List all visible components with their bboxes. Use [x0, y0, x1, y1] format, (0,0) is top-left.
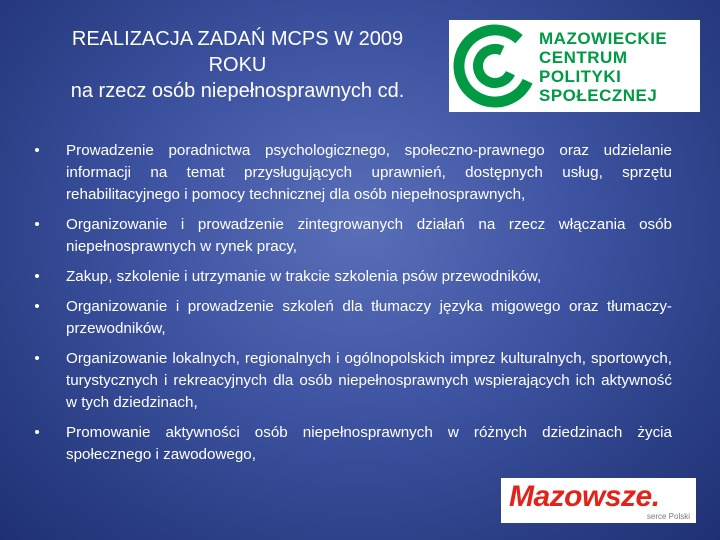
list-item-text: Prowadzenie poradnictwa psychologicznego, społeczno-prawnego oraz udzielanie informacji na temat przysługujących uprawnień, dostępnych usług, sprzętu rehabilitacyjnego i pomocy technicznej dla osób niepełnosprawnych, [66, 142, 672, 203]
list-item [30, 214, 672, 258]
mcps-logo-line-3: POLITYKI [539, 67, 622, 86]
list-item [30, 266, 672, 288]
list-item [30, 348, 672, 414]
mcps-logo-line-2: CENTRUM [539, 48, 628, 67]
bullet-icon: • [34, 216, 40, 233]
mcps-logo-icon [453, 24, 535, 108]
slide-title [40, 26, 435, 104]
list-item [30, 422, 672, 466]
bullet-icon: • [34, 298, 40, 315]
list-item [30, 140, 672, 206]
list-item [30, 296, 672, 340]
mazowsze-logo-text: Mazowsze. [509, 480, 660, 513]
mazowsze-logo-tagline: serce Polski [646, 512, 690, 521]
list-item-text: Zakup, szkolenie i utrzymanie w trakcie szkolenia psów przewodników, [66, 268, 542, 285]
list-item-text: Organizowanie i prowadzenie zintegrowanych działań na rzecz włączania osób niepełnosprawnych w rynek pracy, [66, 216, 672, 255]
bullet-icon: • [34, 142, 40, 159]
bullet-icon: • [34, 268, 40, 285]
mcps-logo [449, 20, 700, 112]
title-line-3: na rzecz osób niepełnosprawnych cd. [70, 80, 405, 102]
mcps-logo-line-4: SPOŁECZNEJ [539, 86, 658, 105]
list-item-text: Promowanie aktywności osób niepełnosprawnych w różnych dziedzinach życia społecznego i zawodowego, [66, 424, 672, 463]
task-list [30, 140, 672, 474]
title-line-1: REALIZACJA ZADAŃ MCPS W 2009 [71, 28, 404, 50]
list-item-text: Organizowanie i prowadzenie szkoleń dla tłumaczy języka migowego oraz tłumaczy-przewodników, [66, 298, 672, 337]
mcps-logo-line-1: MAZOWIECKIE [539, 29, 668, 48]
bullet-icon: • [34, 424, 40, 441]
mazowsze-logo [501, 478, 696, 523]
mcps-logo-text [539, 29, 667, 105]
title-line-2: ROKU [208, 54, 267, 76]
list-item-text: Organizowanie lokalnych, regionalnych i ogólnopolskich imprez kulturalnych, sportowych, turystycznych i rekreacyjnych dla osób niepełnosprawnych wspierających ich aktywność w tych dziedzinach, [66, 350, 672, 411]
bullet-icon: • [34, 350, 40, 367]
